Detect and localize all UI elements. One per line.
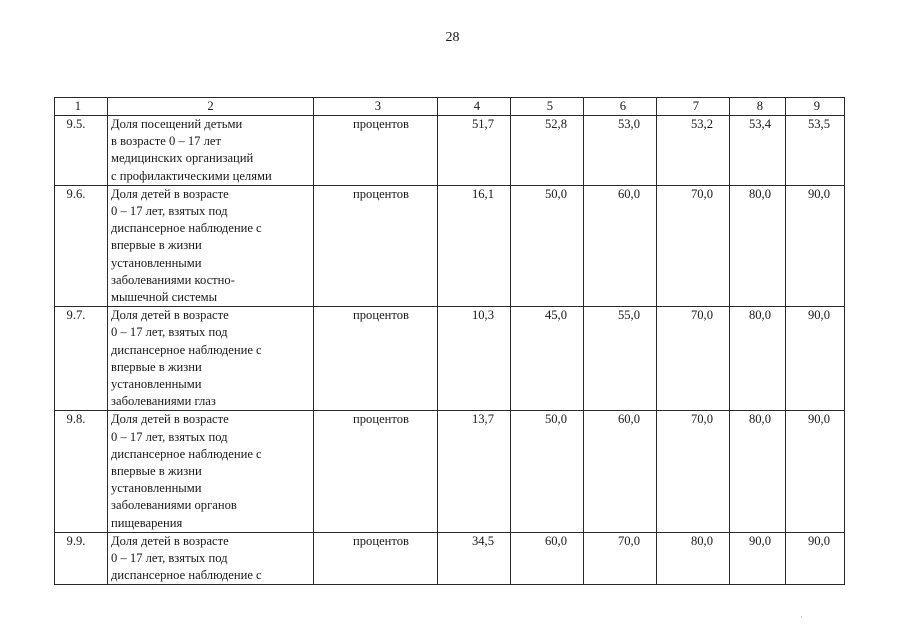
- value-cell-col-6: 53,0: [584, 116, 657, 186]
- indicators-table: [54, 97, 845, 585]
- value-cell-col-6: 60,0: [584, 411, 657, 532]
- value-cell-col-6: 55,0: [584, 307, 657, 411]
- description-line: Доля детей в возрасте: [111, 533, 229, 548]
- value-cell-col-4: 13,7: [438, 411, 511, 532]
- table-body: [55, 116, 845, 585]
- description-line: диспансерное наблюдение с: [111, 221, 262, 236]
- description-line: 0 – 17 лет, взятых под: [111, 551, 228, 566]
- value-cell-col-7: 53,2: [657, 116, 730, 186]
- column-header-5: 5: [511, 98, 584, 116]
- table-row: [55, 116, 845, 186]
- value-cell-col-5: 45,0: [511, 307, 584, 411]
- description-line: 0 – 17 лет, взятых под: [111, 429, 228, 444]
- description-line: заболеваниями органов: [111, 498, 237, 513]
- description-line: Доля детей в возрасте: [111, 186, 229, 201]
- unit-cell: процентов: [314, 532, 438, 585]
- table-header: [55, 98, 845, 116]
- column-header-3: 3: [314, 98, 438, 116]
- value-cell-col-9: 90,0: [786, 185, 845, 306]
- value-cell-col-4: 16,1: [438, 185, 511, 306]
- unit-cell: процентов: [314, 307, 438, 411]
- description-line: медицинских организаций: [111, 151, 254, 166]
- value-cell-col-5: 50,0: [511, 411, 584, 532]
- column-header-7: 7: [657, 98, 730, 116]
- value-cell-col-9: 90,0: [786, 411, 845, 532]
- column-header-8: 8: [730, 98, 786, 116]
- page-number: 28: [445, 30, 460, 45]
- description-line: 0 – 17 лет, взятых под: [111, 204, 228, 219]
- description-line: заболеваниями костно-: [111, 272, 235, 287]
- row-number: 9.9.: [55, 532, 108, 585]
- header-row: [55, 98, 845, 116]
- description-line: Доля посещений детьми: [111, 117, 243, 131]
- column-header-9: 9: [786, 98, 845, 116]
- indicator-description: [108, 185, 314, 306]
- column-header-6: 6: [584, 98, 657, 116]
- description-line: 0 – 17 лет, взятых под: [111, 325, 228, 340]
- table-row: [55, 532, 845, 585]
- value-cell-col-7: 70,0: [657, 185, 730, 306]
- value-cell-col-9: 90,0: [786, 307, 845, 411]
- indicator-description: [108, 411, 314, 532]
- description-line: пищеварения: [111, 515, 183, 530]
- value-cell-col-8: 90,0: [730, 532, 786, 585]
- description-line: впервые в жизни: [111, 359, 202, 374]
- column-header-2: 2: [108, 98, 314, 116]
- description-line: диспансерное наблюдение с: [111, 446, 262, 461]
- row-number: 9.8.: [55, 411, 108, 532]
- description-line: с профилактическими целями: [111, 168, 272, 183]
- scan-mark: ·: [800, 612, 803, 622]
- value-cell-col-9: 53,5: [786, 116, 845, 186]
- value-cell-col-4: 51,7: [438, 116, 511, 186]
- unit-cell: процентов: [314, 185, 438, 306]
- table-row: [55, 307, 845, 411]
- description-line: впервые в жизни: [111, 238, 202, 253]
- value-cell-col-4: 10,3: [438, 307, 511, 411]
- value-cell-col-7: 70,0: [657, 411, 730, 532]
- value-cell-col-8: 80,0: [730, 411, 786, 532]
- indicator-description: [108, 307, 314, 411]
- value-cell-col-8: 80,0: [730, 307, 786, 411]
- column-header-1: 1: [55, 98, 108, 116]
- value-cell-col-5: 52,8: [511, 116, 584, 186]
- unit-cell: процентов: [314, 411, 438, 532]
- value-cell-col-8: 80,0: [730, 185, 786, 306]
- row-number: 9.6.: [55, 185, 108, 306]
- unit-cell: процентов: [314, 116, 438, 186]
- row-number: 9.5.: [55, 116, 108, 186]
- value-cell-col-5: 50,0: [511, 185, 584, 306]
- description-line: мышечной системы: [111, 290, 218, 305]
- description-line: заболеваниями глаз: [111, 394, 216, 409]
- description-line: установленными: [111, 255, 202, 270]
- description-line: в возрасте 0 – 17 лет: [111, 134, 221, 149]
- value-cell-col-8: 53,4: [730, 116, 786, 186]
- value-cell-col-6: 70,0: [584, 532, 657, 585]
- table-row: [55, 411, 845, 532]
- description-line: установленными: [111, 481, 202, 496]
- table-row: [55, 185, 845, 306]
- indicator-description: [108, 532, 314, 585]
- value-cell-col-9: 90,0: [786, 532, 845, 585]
- value-cell-col-5: 60,0: [511, 532, 584, 585]
- description-line: Доля детей в возрасте: [111, 412, 229, 427]
- indicator-description: [108, 116, 314, 186]
- column-header-4: 4: [438, 98, 511, 116]
- description-line: диспансерное наблюдение с: [111, 342, 262, 357]
- row-number: 9.7.: [55, 307, 108, 411]
- description-line: установленными: [111, 377, 202, 392]
- description-line: диспансерное наблюдение с: [111, 568, 262, 583]
- value-cell-col-4: 34,5: [438, 532, 511, 585]
- value-cell-col-7: 80,0: [657, 532, 730, 585]
- value-cell-col-7: 70,0: [657, 307, 730, 411]
- value-cell-col-6: 60,0: [584, 185, 657, 306]
- description-line: впервые в жизни: [111, 464, 202, 479]
- description-line: Доля детей в возрасте: [111, 308, 229, 323]
